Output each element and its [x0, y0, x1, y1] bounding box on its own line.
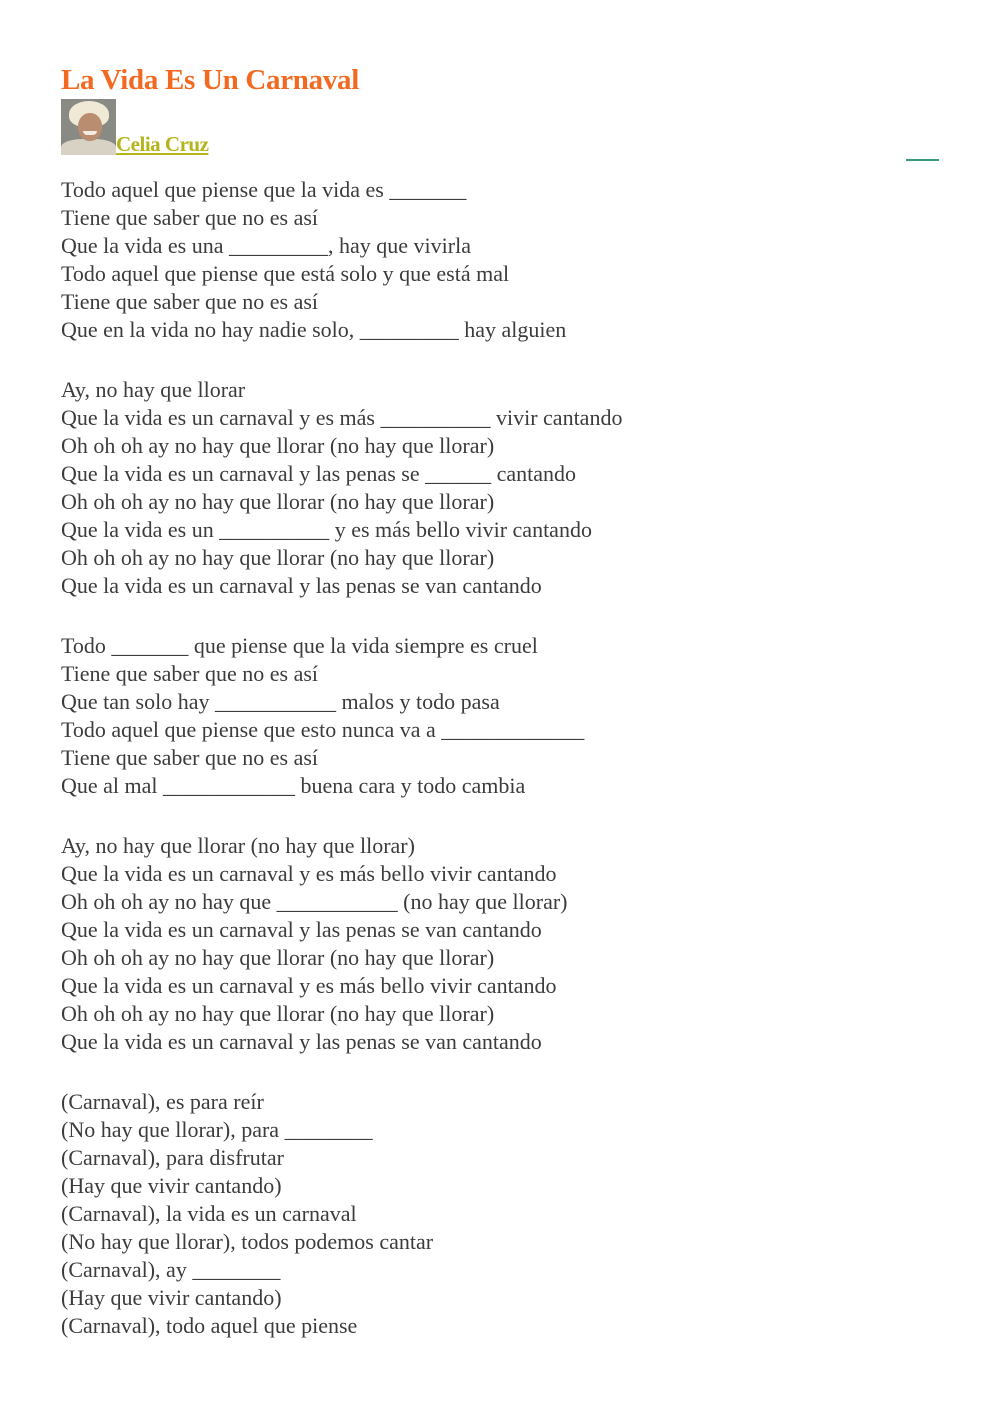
- lyric-line: Tiene que saber que no es así: [61, 745, 319, 770]
- lyric-line: (Carnaval), para disfrutar: [61, 1145, 284, 1170]
- corner-mark: [906, 159, 939, 161]
- lyric-line: Que en la vida no hay nadie solo, _________ hay alguien: [61, 317, 567, 342]
- lyric-line: Que la vida es un carnaval y es más __________ vivir cantando: [61, 405, 623, 430]
- lyric-line: (Carnaval), es para reír: [61, 1089, 264, 1114]
- lyric-line: Ay, no hay que llorar: [61, 377, 246, 402]
- lyric-line: Oh oh oh ay no hay que llorar (no hay que llorar): [61, 545, 495, 570]
- artist-photo-shoulders: [61, 139, 116, 155]
- lyric-line: Todo aquel que piense que está solo y que está mal: [61, 261, 510, 286]
- lyric-line: Que la vida es un __________ y es más bello vivir cantando: [61, 517, 592, 542]
- stanza-3: [61, 632, 961, 800]
- stanza-5: [61, 1088, 961, 1340]
- artist-row: [61, 97, 208, 155]
- stanza-1: [61, 176, 961, 344]
- lyric-line: (Carnaval), ay ________: [61, 1257, 281, 1282]
- lyric-line: Oh oh oh ay no hay que llorar (no hay que llorar): [61, 945, 495, 970]
- lyric-line: Que la vida es un carnaval y las penas se ______ cantando: [61, 461, 576, 486]
- lyric-line: Ay, no hay que llorar (no hay que llorar): [61, 833, 415, 858]
- song-title: La Vida Es Un Carnaval: [61, 64, 359, 96]
- lyric-line: Que la vida es un carnaval y es más bello vivir cantando: [61, 861, 557, 886]
- lyric-line: Que la vida es un carnaval y las penas se van cantando: [61, 573, 542, 598]
- lyric-line: Que la vida es un carnaval y las penas se van cantando: [61, 917, 542, 942]
- lyric-line: (No hay que llorar), todos podemos cantar: [61, 1229, 434, 1254]
- lyric-line: Tiene que saber que no es así: [61, 205, 319, 230]
- lyric-line: Tiene que saber que no es así: [61, 661, 319, 686]
- lyric-line: Todo aquel que piense que esto nunca va a _____________: [61, 717, 585, 742]
- lyric-line: Oh oh oh ay no hay que llorar (no hay que llorar): [61, 489, 495, 514]
- lyric-line: Que al mal ____________ buena cara y todo cambia: [61, 773, 526, 798]
- lyric-line: Oh oh oh ay no hay que ___________ (no hay que llorar): [61, 889, 568, 914]
- artist-photo-face: [78, 113, 102, 141]
- lyric-line: (Hay que vivir cantando): [61, 1285, 282, 1310]
- lyrics: [61, 176, 961, 1372]
- lyric-line: Todo _______ que piense que la vida siempre es cruel: [61, 633, 538, 658]
- artist-link[interactable]: Celia Cruz: [116, 132, 209, 156]
- artist-photo-smile: [83, 131, 97, 135]
- lyric-line: Oh oh oh ay no hay que llorar (no hay que llorar): [61, 1001, 495, 1026]
- lyric-line: Que la vida es una _________, hay que vivirla: [61, 233, 471, 258]
- lyric-line: (Carnaval), todo aquel que piense: [61, 1313, 358, 1338]
- lyric-line: Oh oh oh ay no hay que llorar (no hay que llorar): [61, 433, 495, 458]
- lyric-line: Todo aquel que piense que la vida es _______: [61, 177, 467, 202]
- stanza-2: [61, 376, 961, 600]
- lyric-line: Que la vida es un carnaval y las penas se van cantando: [61, 1029, 542, 1054]
- lyric-line: (Carnaval), la vida es un carnaval: [61, 1201, 357, 1226]
- stanza-4: [61, 832, 961, 1056]
- lyric-line: Que la vida es un carnaval y es más bello vivir cantando: [61, 973, 557, 998]
- lyric-line: (Hay que vivir cantando): [61, 1173, 282, 1198]
- lyric-line: (No hay que llorar), para ________: [61, 1117, 373, 1142]
- artist-photo: [61, 99, 116, 155]
- lyric-line: Tiene que saber que no es así: [61, 289, 319, 314]
- lyric-line: Que tan solo hay ___________ malos y todo pasa: [61, 689, 500, 714]
